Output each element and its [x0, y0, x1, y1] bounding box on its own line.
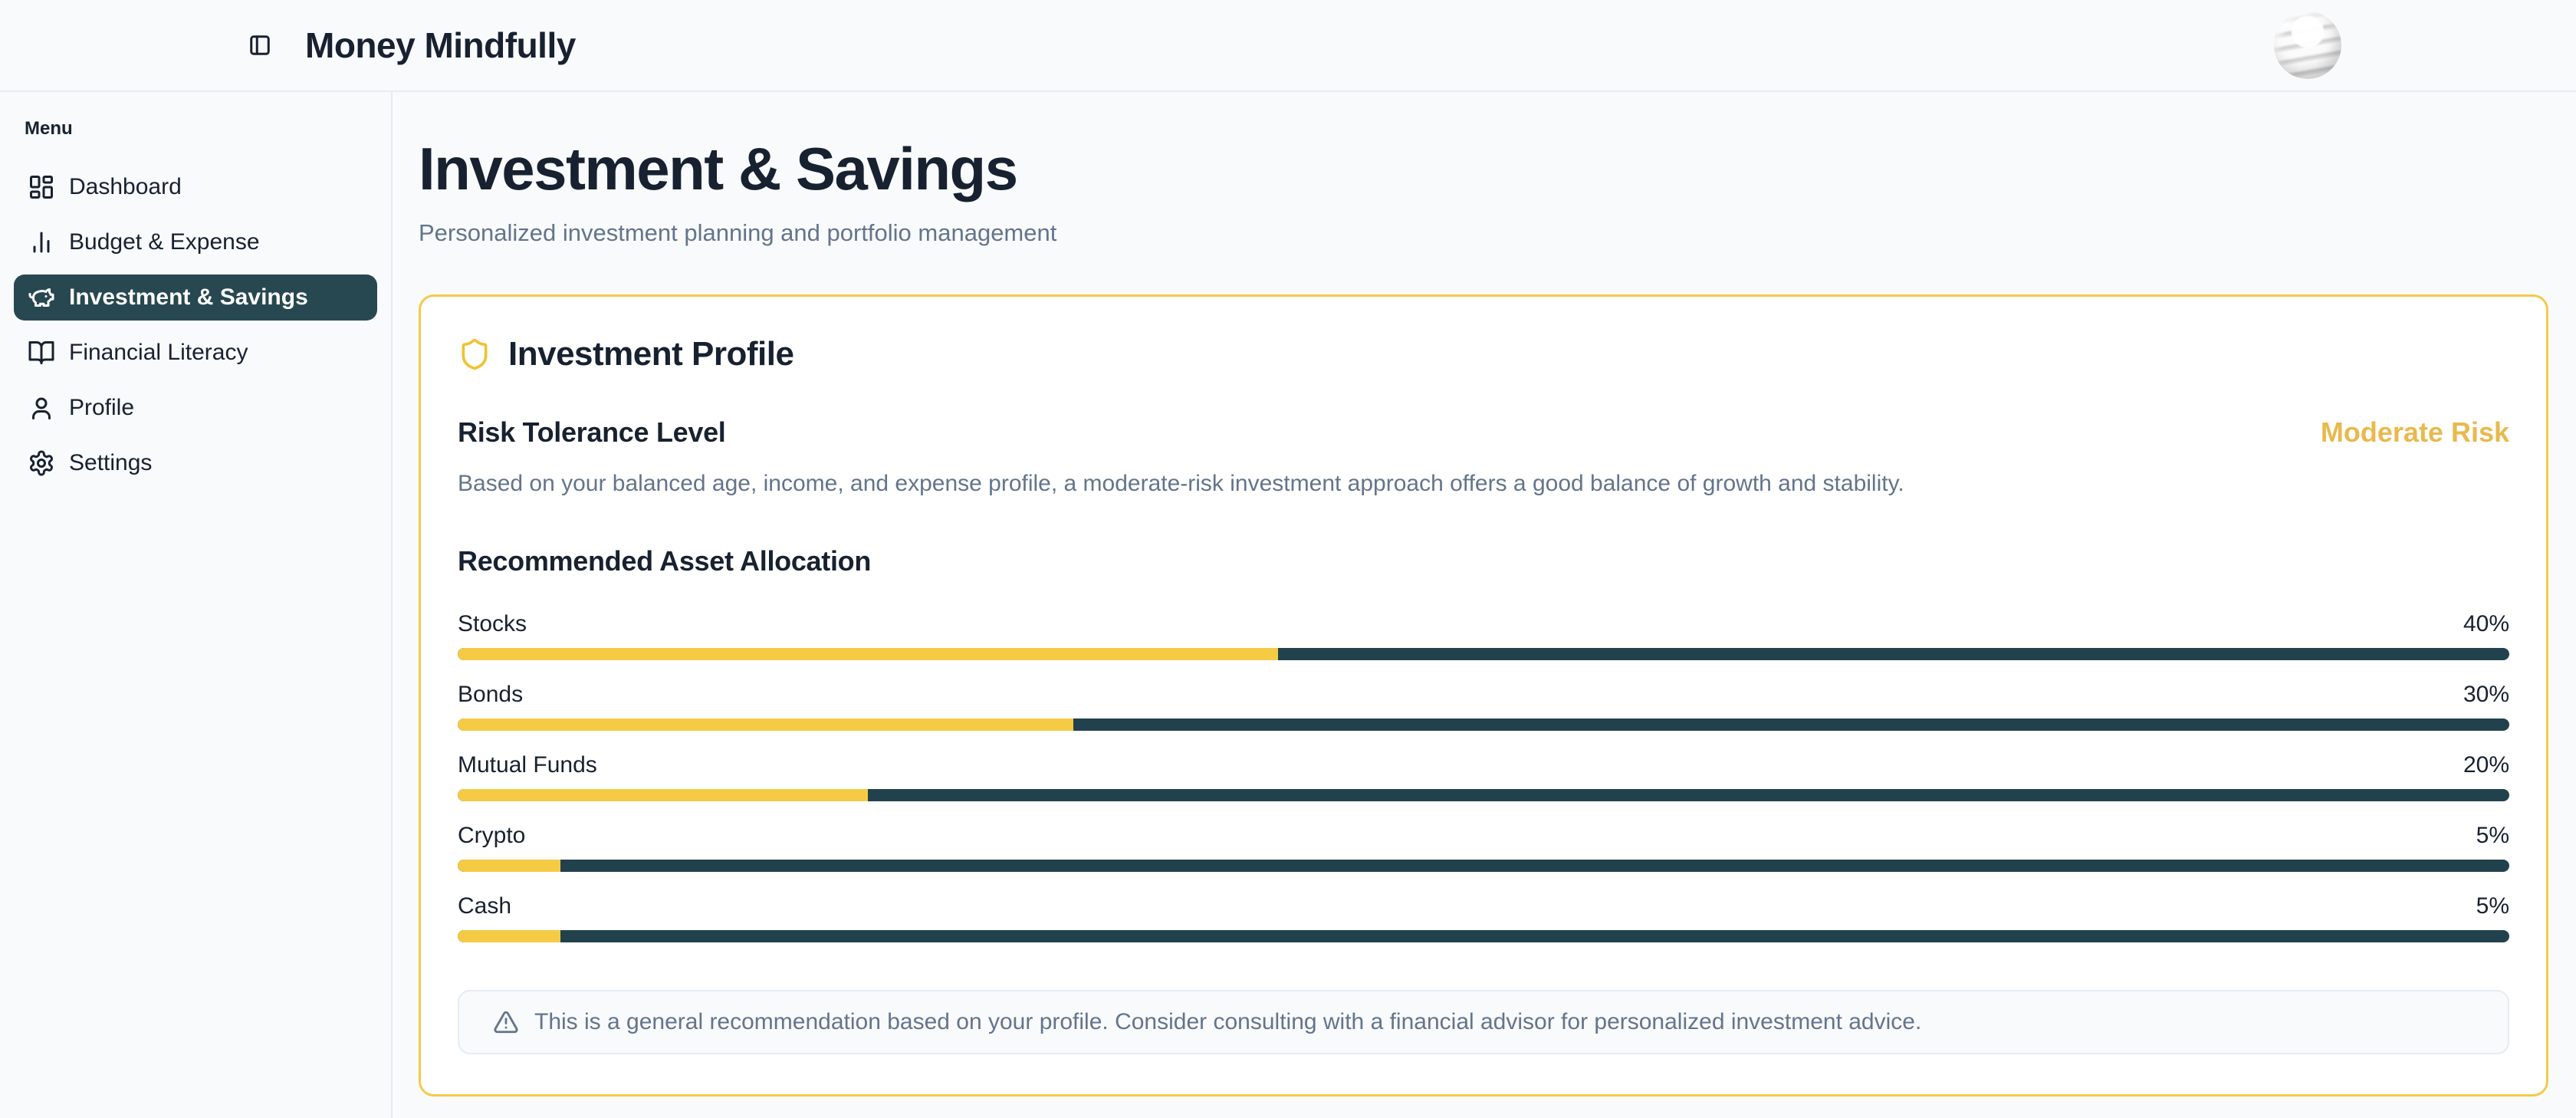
page-title: Investment & Savings [419, 135, 1017, 202]
card-header [458, 335, 2509, 373]
sidebar-item-label: Financial Literacy [69, 340, 248, 365]
allocation-row-cash [458, 893, 2509, 942]
sidebar-item-financial-literacy[interactable] [14, 330, 377, 376]
sidebar [0, 92, 393, 1118]
allocation-row-stocks [458, 611, 2509, 660]
allocation-bar-fill [458, 648, 1278, 660]
shield-icon [458, 337, 491, 371]
panel-left-icon [248, 34, 271, 57]
warning-triangle-icon [493, 1009, 519, 1035]
allocation-percent: 30% [2463, 682, 2509, 708]
allocation-percent: 20% [2463, 752, 2509, 778]
allocation-bar-track [458, 718, 2509, 731]
allocation-row-crypto [458, 823, 2509, 872]
allocation-row-bonds [458, 682, 2509, 731]
sidebar-item-label: Profile [69, 395, 135, 420]
allocation-bar-fill [458, 718, 1073, 731]
allocation-bar-fill [458, 930, 560, 942]
allocation-bar-track [458, 930, 2509, 942]
allocation-bar-fill [458, 789, 868, 801]
allocation-heading: Recommended Asset Allocation [458, 545, 872, 577]
dashboard-icon [28, 173, 55, 201]
content-frame [0, 92, 2576, 1118]
allocation-row-mutual-funds [458, 752, 2509, 801]
disclaimer-text: This is a general recommendation based on your profile. Consider consulting with a financial advisor for personalized investment advice. [534, 1009, 1922, 1035]
main-content [393, 92, 2576, 1118]
top-bar [0, 0, 2576, 92]
sidebar-item-label: Dashboard [69, 174, 182, 199]
sidebar-item-label: Settings [69, 450, 153, 475]
card-title: Investment Profile [508, 334, 794, 373]
investment-profile-card [419, 294, 2548, 1097]
disclaimer-note [458, 990, 2509, 1054]
risk-tolerance-row [458, 416, 2509, 449]
sidebar-item-dashboard[interactable] [14, 164, 377, 210]
allocation-percent: 40% [2463, 611, 2509, 637]
sidebar-nav [14, 164, 377, 486]
bar-chart-icon [28, 229, 55, 256]
app-title: Money Mindfully [305, 25, 576, 65]
allocation-label: Cash [458, 893, 512, 919]
allocation-label: Crypto [458, 823, 526, 849]
allocation-bar-track [458, 789, 2509, 801]
menu-label: Menu [25, 118, 73, 139]
sidebar-item-settings[interactable] [14, 440, 377, 486]
allocation-label: Mutual Funds [458, 752, 597, 778]
page-subtitle: Personalized investment planning and portfolio management [419, 219, 1057, 246]
book-open-icon [28, 339, 55, 367]
allocation-list [458, 611, 2509, 942]
allocation-percent: 5% [2476, 823, 2509, 849]
user-icon [28, 394, 55, 422]
sidebar-item-label: Budget & Expense [69, 229, 260, 255]
sidebar-item-profile[interactable] [14, 385, 377, 431]
sidebar-toggle-button[interactable] [248, 34, 271, 57]
allocation-label: Bonds [458, 682, 524, 708]
piggy-bank-icon [28, 284, 55, 311]
allocation-bar-track [458, 860, 2509, 872]
allocation-label: Stocks [458, 611, 527, 637]
risk-level-badge: Moderate Risk [2320, 416, 2509, 448]
risk-tolerance-heading: Risk Tolerance Level [458, 416, 726, 448]
sidebar-item-budget-expense[interactable] [14, 219, 377, 265]
sidebar-item-investment-savings[interactable] [14, 275, 377, 321]
avatar[interactable] [2274, 12, 2341, 79]
sidebar-item-label: Investment & Savings [69, 284, 308, 310]
gear-icon [28, 449, 55, 477]
allocation-percent: 5% [2476, 893, 2509, 919]
allocation-bar-track [458, 648, 2509, 660]
risk-description: Based on your balanced age, income, and expense profile, a moderate-risk investment approach offers a good balance of growth and stability. [458, 470, 1904, 496]
allocation-bar-fill [458, 860, 560, 872]
